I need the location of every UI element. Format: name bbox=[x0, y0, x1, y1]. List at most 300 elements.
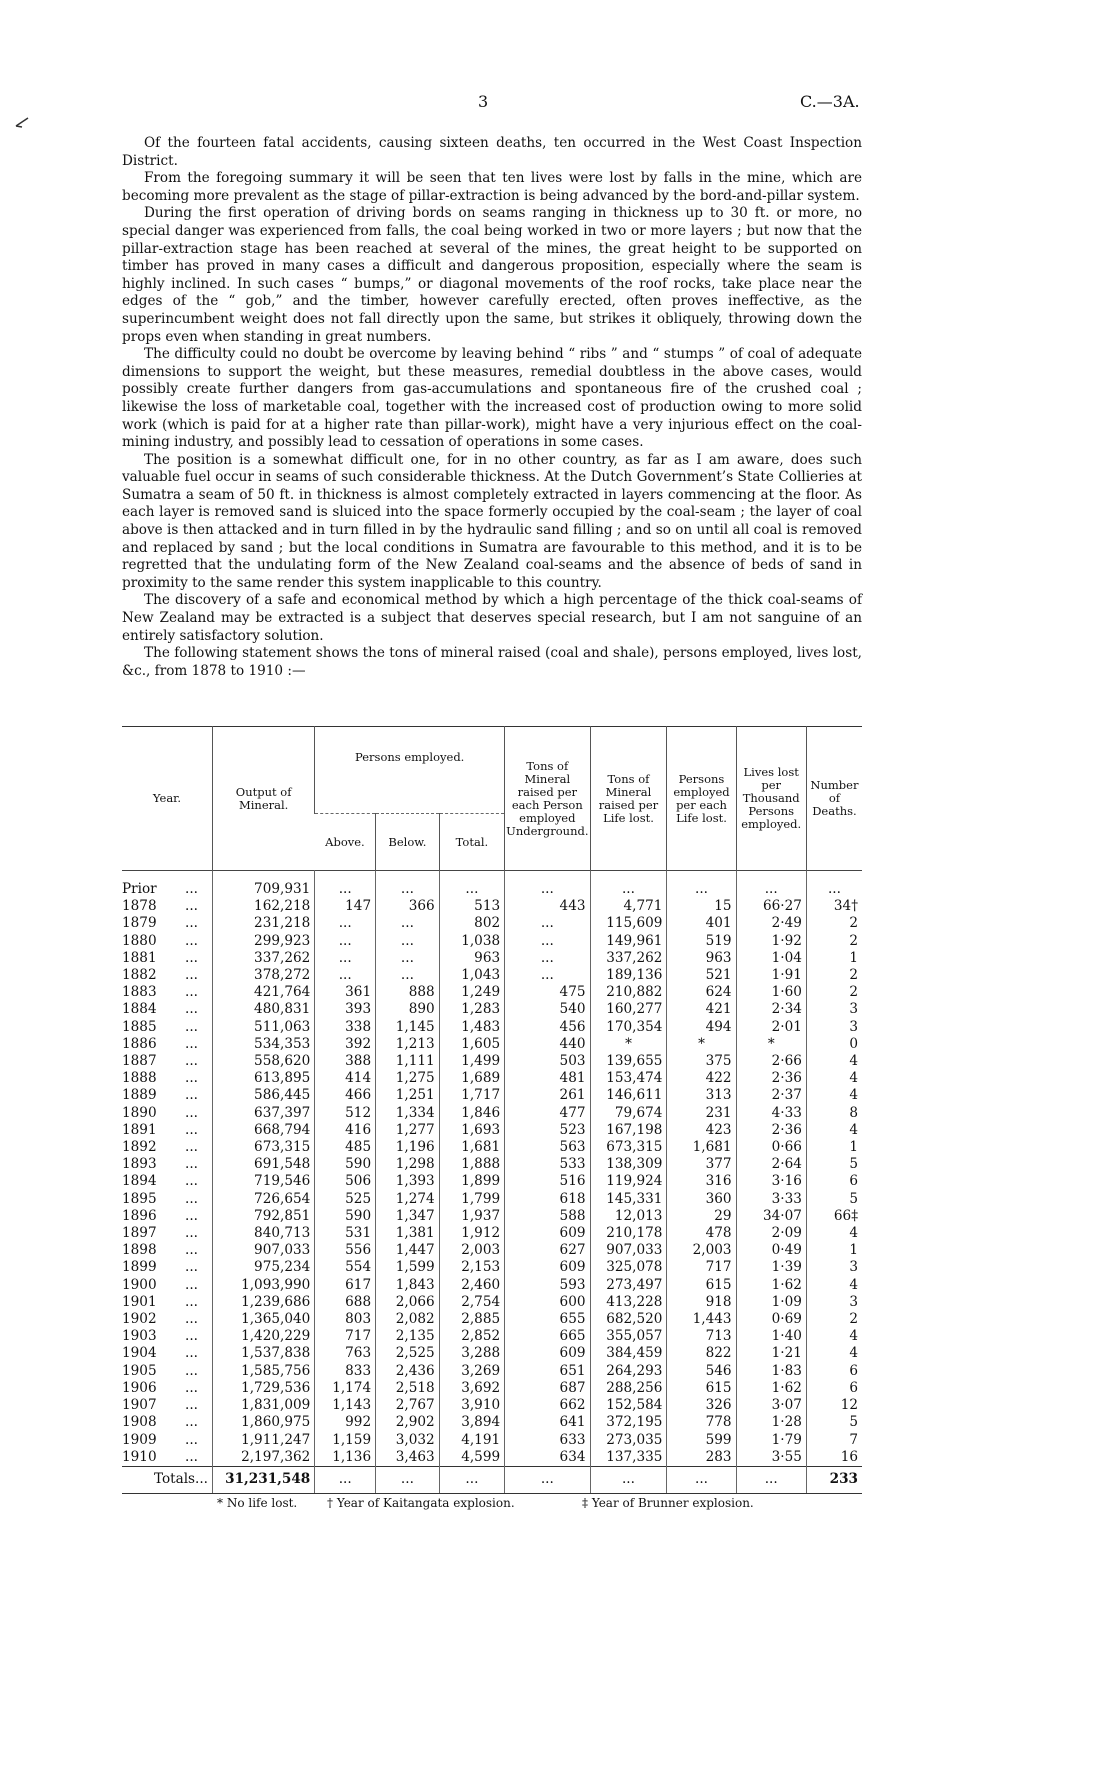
table-row bbox=[122, 1001, 862, 1018]
cell-above: 1,174 bbox=[315, 1380, 376, 1397]
table-row bbox=[122, 1242, 862, 1259]
header-tons-per-underground: Tons of Mineral raised per each Person employed Underground. bbox=[505, 727, 590, 871]
cell-lives-per-thousand: 0·69 bbox=[736, 1311, 806, 1328]
cell-year bbox=[122, 1345, 213, 1362]
cell-output: 586,445 bbox=[213, 1087, 315, 1104]
total-tons-per-underground: ... bbox=[505, 1466, 590, 1493]
year-label: 1892 bbox=[122, 1139, 157, 1156]
leader-dots: ... bbox=[185, 1414, 198, 1431]
leader-dots: ... bbox=[185, 1259, 198, 1276]
cell-tons-per-underground: 540 bbox=[505, 1001, 590, 1018]
cell-lives-per-thousand: 1·92 bbox=[736, 933, 806, 950]
cell-above: 688 bbox=[315, 1294, 376, 1311]
cell-deaths: 4 bbox=[806, 1345, 862, 1362]
cell-deaths: 6 bbox=[806, 1380, 862, 1397]
cell-deaths: 3 bbox=[806, 1001, 862, 1018]
cell-tons-per-life: 79,674 bbox=[590, 1105, 667, 1122]
cell-below: 2,767 bbox=[376, 1397, 440, 1414]
cell-tons-per-life: 372,195 bbox=[590, 1414, 667, 1431]
cell-tons-per-life: 673,315 bbox=[590, 1139, 667, 1156]
cell-output: 637,397 bbox=[213, 1105, 315, 1122]
year-label: 1905 bbox=[122, 1362, 157, 1379]
cell-lives-per-thousand: 1·09 bbox=[736, 1294, 806, 1311]
year-label: 1886 bbox=[122, 1035, 157, 1052]
cell-above: 361 bbox=[315, 984, 376, 1001]
table-row bbox=[122, 1277, 862, 1294]
cell-output: 1,729,536 bbox=[213, 1380, 315, 1397]
cell-tons-per-life: 273,035 bbox=[590, 1432, 667, 1449]
cell-tons-per-underground: 588 bbox=[505, 1208, 590, 1225]
table-row bbox=[122, 1294, 862, 1311]
cell-output: 709,931 bbox=[213, 871, 315, 899]
cell-year bbox=[122, 1397, 213, 1414]
cell-below: 2,436 bbox=[376, 1363, 440, 1380]
header-below: Below. bbox=[376, 814, 440, 871]
cell-below: 1,196 bbox=[376, 1139, 440, 1156]
cell-deaths: 4 bbox=[806, 1070, 862, 1087]
cell-tons-per-life: 149,961 bbox=[590, 933, 667, 950]
cell-below: 1,275 bbox=[376, 1070, 440, 1087]
table-row bbox=[122, 1414, 862, 1431]
leader-dots: ... bbox=[185, 881, 198, 897]
cell-deaths: 4 bbox=[806, 1328, 862, 1345]
cell-tons-per-underground: 440 bbox=[505, 1036, 590, 1053]
cell-below: 1,334 bbox=[376, 1105, 440, 1122]
cell-tons-per-underground: 523 bbox=[505, 1122, 590, 1139]
cell-total: 1,899 bbox=[439, 1173, 504, 1190]
cell-above: 392 bbox=[315, 1036, 376, 1053]
year-label: 1883 bbox=[122, 984, 157, 1001]
cell-above: ... bbox=[315, 871, 376, 899]
cell-below: 888 bbox=[376, 984, 440, 1001]
cell-tons-per-underground: 475 bbox=[505, 984, 590, 1001]
cell-tons-per-life: 152,584 bbox=[590, 1397, 667, 1414]
cell-persons-per-life: 822 bbox=[667, 1345, 736, 1362]
cell-lives-per-thousand: 1·04 bbox=[736, 950, 806, 967]
cell-total: 2,460 bbox=[439, 1277, 504, 1294]
table-row bbox=[122, 1122, 862, 1139]
year-label: 1909 bbox=[122, 1431, 157, 1448]
table-row bbox=[122, 1139, 862, 1156]
cell-deaths: ... bbox=[806, 871, 862, 899]
cell-tons-per-underground: 633 bbox=[505, 1432, 590, 1449]
cell-deaths: 3 bbox=[806, 1019, 862, 1036]
cell-persons-per-life: 963 bbox=[667, 950, 736, 967]
cell-output: 2,197,362 bbox=[213, 1449, 315, 1467]
cell-output: 1,911,247 bbox=[213, 1432, 315, 1449]
cell-tons-per-underground: ... bbox=[505, 950, 590, 967]
cell-below: 1,298 bbox=[376, 1156, 440, 1173]
cell-above: 393 bbox=[315, 1001, 376, 1018]
cell-output: 480,831 bbox=[213, 1001, 315, 1018]
cell-deaths: 7 bbox=[806, 1432, 862, 1449]
year-label: 1897 bbox=[122, 1225, 157, 1242]
cell-persons-per-life: 519 bbox=[667, 933, 736, 950]
cell-above: 525 bbox=[315, 1191, 376, 1208]
cell-output: 691,548 bbox=[213, 1156, 315, 1173]
table-row bbox=[122, 1311, 862, 1328]
total-total: ... bbox=[439, 1466, 504, 1493]
leader-dots: ... bbox=[185, 1207, 198, 1224]
table-row bbox=[122, 1173, 862, 1190]
leader-dots: ... bbox=[185, 1087, 198, 1104]
table-row bbox=[122, 1053, 862, 1070]
cell-persons-per-life: 546 bbox=[667, 1363, 736, 1380]
cell-deaths: 6 bbox=[806, 1363, 862, 1380]
cell-tons-per-underground: 618 bbox=[505, 1191, 590, 1208]
leader-dots: ... bbox=[185, 984, 198, 1001]
cell-persons-per-life: 375 bbox=[667, 1053, 736, 1070]
cell-total: 2,153 bbox=[439, 1259, 504, 1276]
cell-tons-per-life: 146,611 bbox=[590, 1087, 667, 1104]
leader-dots: ... bbox=[185, 1328, 198, 1345]
cell-tons-per-underground: 456 bbox=[505, 1019, 590, 1036]
cell-total: 3,894 bbox=[439, 1414, 504, 1431]
cell-above: 554 bbox=[315, 1259, 376, 1276]
cell-below: ... bbox=[376, 871, 440, 899]
cell-persons-per-life: 918 bbox=[667, 1294, 736, 1311]
cell-persons-per-life: 283 bbox=[667, 1449, 736, 1467]
page-number: 3 bbox=[478, 92, 489, 111]
cell-tons-per-life: ... bbox=[590, 871, 667, 899]
cell-lives-per-thousand: 1·91 bbox=[736, 967, 806, 984]
cell-output: 613,895 bbox=[213, 1070, 315, 1087]
cell-total: 2,003 bbox=[439, 1242, 504, 1259]
body-text bbox=[122, 135, 862, 680]
cell-lives-per-thousand: 2·37 bbox=[736, 1087, 806, 1104]
cell-tons-per-underground: 593 bbox=[505, 1277, 590, 1294]
cell-output: 558,620 bbox=[213, 1053, 315, 1070]
cell-deaths: 5 bbox=[806, 1191, 862, 1208]
table-row bbox=[122, 1363, 862, 1380]
cell-above: 531 bbox=[315, 1225, 376, 1242]
cell-total: 2,852 bbox=[439, 1328, 504, 1345]
cell-lives-per-thousand: 3·55 bbox=[736, 1449, 806, 1467]
year-label: 1884 bbox=[122, 1001, 157, 1018]
cell-persons-per-life: 713 bbox=[667, 1328, 736, 1345]
cell-persons-per-life: 624 bbox=[667, 984, 736, 1001]
cell-tons-per-underground: 655 bbox=[505, 1311, 590, 1328]
cell-output: 726,654 bbox=[213, 1191, 315, 1208]
cell-persons-per-life: ... bbox=[667, 871, 736, 899]
table-row bbox=[122, 1105, 862, 1122]
cell-persons-per-life: 231 bbox=[667, 1105, 736, 1122]
cell-above: 1,159 bbox=[315, 1432, 376, 1449]
leader-dots: ... bbox=[185, 1276, 198, 1293]
table-row bbox=[122, 1449, 862, 1467]
year-label: 1907 bbox=[122, 1397, 157, 1414]
cell-lives-per-thousand: * bbox=[736, 1036, 806, 1053]
cell-lives-per-thousand: 1·62 bbox=[736, 1277, 806, 1294]
cell-below: 1,381 bbox=[376, 1225, 440, 1242]
leader-dots: ... bbox=[185, 1035, 198, 1052]
leader-dots: ... bbox=[185, 1121, 198, 1138]
cell-deaths: 5 bbox=[806, 1414, 862, 1431]
cell-tons-per-life: 210,882 bbox=[590, 984, 667, 1001]
header-output: Output of Mineral. bbox=[213, 727, 315, 871]
cell-above: 717 bbox=[315, 1328, 376, 1345]
cell-tons-per-underground: 563 bbox=[505, 1139, 590, 1156]
cell-tons-per-underground: 477 bbox=[505, 1105, 590, 1122]
header-above: Above. bbox=[315, 814, 376, 871]
cell-output: 975,234 bbox=[213, 1259, 315, 1276]
cell-deaths: 1 bbox=[806, 1242, 862, 1259]
cell-year bbox=[122, 1105, 213, 1122]
cell-year bbox=[122, 1259, 213, 1276]
total-year: Totals... bbox=[122, 1466, 213, 1493]
table-row bbox=[122, 1036, 862, 1053]
cell-output: 1,585,756 bbox=[213, 1363, 315, 1380]
cell-total: 513 bbox=[439, 898, 504, 915]
cell-above: 466 bbox=[315, 1087, 376, 1104]
cell-below: 890 bbox=[376, 1001, 440, 1018]
cell-year bbox=[122, 1311, 213, 1328]
year-label: 1899 bbox=[122, 1259, 157, 1276]
cell-deaths: 6 bbox=[806, 1173, 862, 1190]
cell-below: 1,213 bbox=[376, 1036, 440, 1053]
cell-tons-per-life: 325,078 bbox=[590, 1259, 667, 1276]
cell-below: ... bbox=[376, 933, 440, 950]
cell-tons-per-life: 682,520 bbox=[590, 1311, 667, 1328]
table-row bbox=[122, 933, 862, 950]
cell-tons-per-underground: ... bbox=[505, 967, 590, 984]
cell-output: 673,315 bbox=[213, 1139, 315, 1156]
cell-total: 1,912 bbox=[439, 1225, 504, 1242]
cell-deaths: 12 bbox=[806, 1397, 862, 1414]
cell-total: 1,283 bbox=[439, 1001, 504, 1018]
cell-tons-per-underground: 651 bbox=[505, 1363, 590, 1380]
cell-output: 378,272 bbox=[213, 967, 315, 984]
cell-output: 1,860,975 bbox=[213, 1414, 315, 1431]
cell-deaths: 3 bbox=[806, 1259, 862, 1276]
cell-above: 833 bbox=[315, 1363, 376, 1380]
cell-below: 1,447 bbox=[376, 1242, 440, 1259]
cell-year bbox=[122, 1414, 213, 1431]
cell-deaths: 1 bbox=[806, 1139, 862, 1156]
cell-tons-per-life: 189,136 bbox=[590, 967, 667, 984]
cell-deaths: 3 bbox=[806, 1294, 862, 1311]
cell-below: 1,274 bbox=[376, 1191, 440, 1208]
cell-below: 1,393 bbox=[376, 1173, 440, 1190]
cell-total: 1,038 bbox=[439, 933, 504, 950]
cell-lives-per-thousand: 2·49 bbox=[736, 915, 806, 932]
table-row bbox=[122, 898, 862, 915]
cell-deaths: 2 bbox=[806, 1311, 862, 1328]
cell-tons-per-life: * bbox=[590, 1036, 667, 1053]
cell-tons-per-underground: 261 bbox=[505, 1087, 590, 1104]
table-row bbox=[122, 1345, 862, 1362]
total-below: ... bbox=[376, 1466, 440, 1493]
cell-above: 590 bbox=[315, 1208, 376, 1225]
year-label: 1894 bbox=[122, 1173, 157, 1190]
cell-persons-per-life: 423 bbox=[667, 1122, 736, 1139]
cell-total: 1,681 bbox=[439, 1139, 504, 1156]
cell-output: 1,537,838 bbox=[213, 1345, 315, 1362]
total-deaths: 233 bbox=[806, 1466, 862, 1493]
cell-tons-per-life: 4,771 bbox=[590, 898, 667, 915]
year-label: 1879 bbox=[122, 915, 157, 932]
cell-persons-per-life: * bbox=[667, 1036, 736, 1053]
year-label: 1887 bbox=[122, 1053, 157, 1070]
cell-above: 338 bbox=[315, 1019, 376, 1036]
cell-lives-per-thousand: 3·07 bbox=[736, 1397, 806, 1414]
cell-total: 1,249 bbox=[439, 984, 504, 1001]
cell-below: 2,525 bbox=[376, 1345, 440, 1362]
leader-dots: ... bbox=[185, 1001, 198, 1018]
total-tons-per-life: ... bbox=[590, 1466, 667, 1493]
footnote-no-life-lost: * No life lost. bbox=[217, 1496, 298, 1510]
cell-persons-per-life: 326 bbox=[667, 1397, 736, 1414]
cell-year bbox=[122, 1070, 213, 1087]
table-row bbox=[122, 984, 862, 1001]
cell-year bbox=[122, 1225, 213, 1242]
cell-above: 147 bbox=[315, 898, 376, 915]
cell-total: 3,269 bbox=[439, 1363, 504, 1380]
table-row bbox=[122, 1259, 862, 1276]
leader-dots: ... bbox=[185, 1379, 198, 1396]
cell-persons-per-life: 494 bbox=[667, 1019, 736, 1036]
cell-year bbox=[122, 1277, 213, 1294]
cell-tons-per-life: 384,459 bbox=[590, 1345, 667, 1362]
cell-deaths: 2 bbox=[806, 984, 862, 1001]
total-lives-per-thousand: ... bbox=[736, 1466, 806, 1493]
cell-below: ... bbox=[376, 967, 440, 984]
year-label: 1895 bbox=[122, 1190, 157, 1207]
cell-below: 1,347 bbox=[376, 1208, 440, 1225]
cell-above: ... bbox=[315, 933, 376, 950]
cell-persons-per-life: 316 bbox=[667, 1173, 736, 1190]
cell-tons-per-underground: ... bbox=[505, 871, 590, 899]
year-label: 1889 bbox=[122, 1087, 157, 1104]
cell-tons-per-underground: 627 bbox=[505, 1242, 590, 1259]
table-row bbox=[122, 915, 862, 932]
table-row bbox=[122, 950, 862, 967]
year-label: 1908 bbox=[122, 1414, 157, 1431]
cell-tons-per-life: 139,655 bbox=[590, 1053, 667, 1070]
table-row bbox=[122, 1191, 862, 1208]
year-label: 1902 bbox=[122, 1311, 157, 1328]
cell-tons-per-underground: 665 bbox=[505, 1328, 590, 1345]
leader-dots: ... bbox=[185, 898, 198, 915]
paragraph: The discovery of a safe and economical method by which a high percentage of the thick coal-seams of New Zealand may be extracted is a subject that deserves special research, but I am not sanguine of an entirely satisfactory solution. bbox=[122, 592, 862, 644]
cell-deaths: 2 bbox=[806, 915, 862, 932]
header-persons-employed: Persons employed. bbox=[315, 727, 505, 814]
cell-tons-per-underground: 503 bbox=[505, 1053, 590, 1070]
paragraph: The position is a somewhat difficult one, for in no other country, as far as I am aware, does such valuable fuel occur in seams of such considerable thickness. At the Dutch Government’s State Collieries at Sumatra a seam of 50 ft. in thickness is almost completely extracted in layers commencing at the floor. As each layer is removed sand is sluiced into the space formerly occupied by the coal-seam ; the layer of coal above is then attacked and in turn filled in by the hydraulic sand filling ; and so on until all coal is removed and replaced by sand ; but the local conditions in Sumatra are favourable to this method, and it is to be regretted that the undulating form of the New Zealand coal-seams and the absence of beds of sand in proximity to the same render this system inapplicable to this country. bbox=[122, 451, 862, 591]
cell-tons-per-life: 153,474 bbox=[590, 1070, 667, 1087]
cell-output: 1,420,229 bbox=[213, 1328, 315, 1345]
cell-above: 1,136 bbox=[315, 1449, 376, 1467]
leader-dots: ... bbox=[185, 1293, 198, 1310]
cell-below: 1,843 bbox=[376, 1277, 440, 1294]
year-label: 1890 bbox=[122, 1104, 157, 1121]
cell-output: 1,239,686 bbox=[213, 1294, 315, 1311]
cell-lives-per-thousand: 1·28 bbox=[736, 1414, 806, 1431]
cell-below: 3,463 bbox=[376, 1449, 440, 1467]
cell-above: ... bbox=[315, 967, 376, 984]
year-label: 1901 bbox=[122, 1293, 157, 1310]
cell-tons-per-underground: 662 bbox=[505, 1397, 590, 1414]
cell-below: 366 bbox=[376, 898, 440, 915]
leader-dots: ... bbox=[185, 1018, 198, 1035]
cell-deaths: 2 bbox=[806, 967, 862, 984]
cell-tons-per-life: 12,013 bbox=[590, 1208, 667, 1225]
cell-total: 2,885 bbox=[439, 1311, 504, 1328]
cell-tons-per-life: 907,033 bbox=[590, 1242, 667, 1259]
cell-output: 907,033 bbox=[213, 1242, 315, 1259]
cell-tons-per-underground: 443 bbox=[505, 898, 590, 915]
table-row bbox=[122, 1225, 862, 1242]
cell-above: 416 bbox=[315, 1122, 376, 1139]
cell-tons-per-life: 413,228 bbox=[590, 1294, 667, 1311]
cell-lives-per-thousand: 0·49 bbox=[736, 1242, 806, 1259]
cell-output: 162,218 bbox=[213, 898, 315, 915]
year-label: 1893 bbox=[122, 1156, 157, 1173]
cell-total: 1,483 bbox=[439, 1019, 504, 1036]
cell-output: 668,794 bbox=[213, 1122, 315, 1139]
header-persons-per-life: Persons employed per each Life lost. bbox=[667, 727, 736, 871]
cell-lives-per-thousand: 1·40 bbox=[736, 1328, 806, 1345]
cell-year bbox=[122, 871, 213, 899]
cell-persons-per-life: 615 bbox=[667, 1380, 736, 1397]
cell-persons-per-life: 360 bbox=[667, 1191, 736, 1208]
cell-persons-per-life: 422 bbox=[667, 1070, 736, 1087]
cell-output: 1,365,040 bbox=[213, 1311, 315, 1328]
cell-below: 1,251 bbox=[376, 1087, 440, 1104]
cell-persons-per-life: 377 bbox=[667, 1156, 736, 1173]
cell-lives-per-thousand: 3·16 bbox=[736, 1173, 806, 1190]
year-label: 1878 bbox=[122, 898, 157, 915]
cell-deaths: 4 bbox=[806, 1122, 862, 1139]
cell-deaths: 1 bbox=[806, 950, 862, 967]
table-row bbox=[122, 1087, 862, 1104]
paragraph: During the first operation of driving bords on seams ranging in thickness up to 30 ft. or more, no special danger was experienced from falls, the coal being worked in two or more layers ; but now that the pillar-extraction stage has been reached at several of the mines, the great height to be supported on timber has proved in many cases a difficult and dangerous proposition, especially where the seam is highly inclined. In such cases “ bumps,” or diagonal movements of the roof rocks, take place near the edges of the “ gob,” and the timber, however carefully erected, often proves ineffective, as the superincumbent weight does not fall directly upon the same, but strikes it obliquely, throwing down the props even when standing in great numbers. bbox=[122, 205, 862, 345]
year-label: 1882 bbox=[122, 967, 157, 984]
header-year: Year. bbox=[152, 791, 182, 805]
cell-above: 590 bbox=[315, 1156, 376, 1173]
cell-total: 1,499 bbox=[439, 1053, 504, 1070]
cell-year bbox=[122, 1294, 213, 1311]
cell-output: 511,063 bbox=[213, 1019, 315, 1036]
cell-persons-per-life: 2,003 bbox=[667, 1242, 736, 1259]
cell-above: 506 bbox=[315, 1173, 376, 1190]
cell-lives-per-thousand: 3·33 bbox=[736, 1191, 806, 1208]
margin-mark bbox=[14, 112, 32, 130]
cell-below: 2,082 bbox=[376, 1311, 440, 1328]
cell-tons-per-underground: 609 bbox=[505, 1225, 590, 1242]
cell-total: 1,799 bbox=[439, 1191, 504, 1208]
cell-above: 388 bbox=[315, 1053, 376, 1070]
cell-persons-per-life: 401 bbox=[667, 915, 736, 932]
cell-total: 1,846 bbox=[439, 1105, 504, 1122]
cell-tons-per-life: 273,497 bbox=[590, 1277, 667, 1294]
cell-below: 2,066 bbox=[376, 1294, 440, 1311]
header-lives-per-thousand: Lives lost per Thousand Persons employed. bbox=[736, 727, 806, 871]
cell-tons-per-life: 355,057 bbox=[590, 1328, 667, 1345]
cell-lives-per-thousand: 2·09 bbox=[736, 1225, 806, 1242]
leader-dots: ... bbox=[185, 1173, 198, 1190]
total-above: ... bbox=[315, 1466, 376, 1493]
cell-persons-per-life: 778 bbox=[667, 1414, 736, 1431]
cell-total: 1,605 bbox=[439, 1036, 504, 1053]
cell-persons-per-life: 615 bbox=[667, 1277, 736, 1294]
year-label: 1898 bbox=[122, 1242, 157, 1259]
cell-tons-per-life: 119,924 bbox=[590, 1173, 667, 1190]
year-label: 1885 bbox=[122, 1018, 157, 1035]
cell-above: 992 bbox=[315, 1414, 376, 1431]
cell-persons-per-life: 313 bbox=[667, 1087, 736, 1104]
cell-above: ... bbox=[315, 915, 376, 932]
